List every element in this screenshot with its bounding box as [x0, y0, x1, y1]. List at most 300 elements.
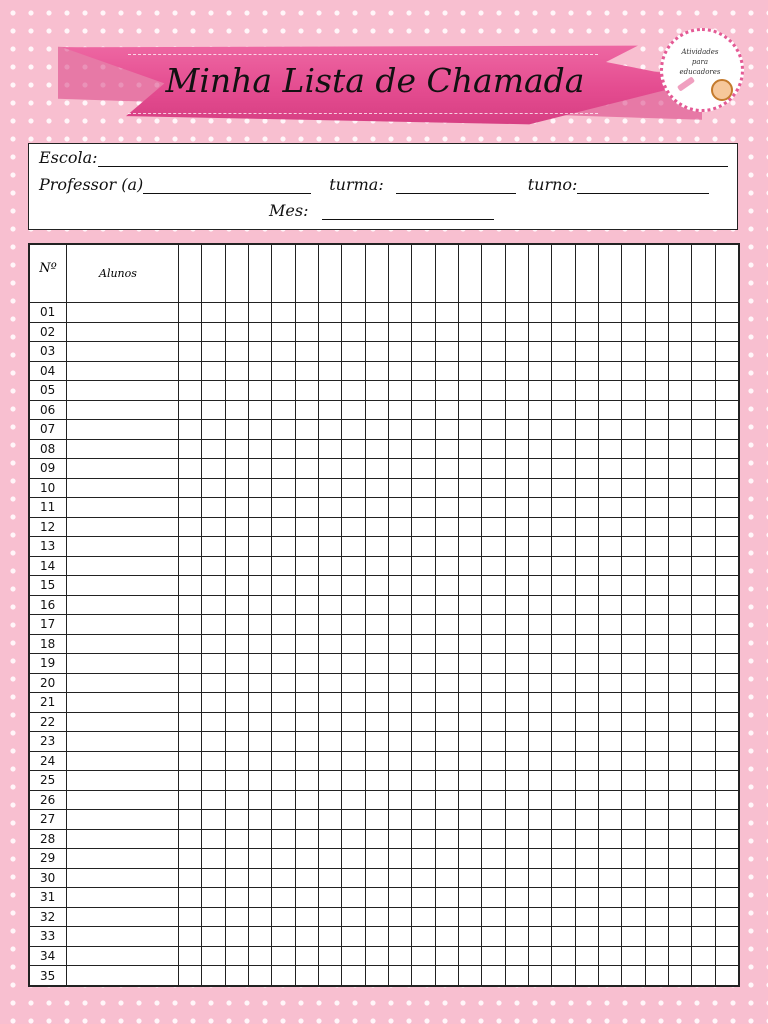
attendance-cell[interactable]	[598, 810, 621, 830]
attendance-cell[interactable]	[715, 654, 738, 674]
attendance-cell[interactable]	[668, 342, 691, 362]
attendance-cell[interactable]	[318, 361, 341, 381]
student-name-cell[interactable]	[67, 693, 179, 713]
attendance-cell[interactable]	[598, 634, 621, 654]
attendance-cell[interactable]	[342, 712, 365, 732]
attendance-cell[interactable]	[318, 693, 341, 713]
attendance-cell[interactable]	[388, 907, 411, 927]
attendance-cell[interactable]	[388, 790, 411, 810]
attendance-cell[interactable]	[552, 439, 575, 459]
attendance-cell[interactable]	[388, 595, 411, 615]
attendance-cell[interactable]	[435, 537, 458, 557]
attendance-cell[interactable]	[435, 810, 458, 830]
attendance-cell[interactable]	[412, 459, 435, 479]
attendance-cell[interactable]	[272, 868, 295, 888]
attendance-cell[interactable]	[482, 654, 505, 674]
attendance-cell[interactable]	[622, 615, 645, 635]
attendance-cell[interactable]	[202, 420, 225, 440]
student-name-cell[interactable]	[67, 732, 179, 752]
attendance-cell[interactable]	[692, 712, 715, 732]
attendance-cell[interactable]	[598, 751, 621, 771]
attendance-cell[interactable]	[645, 790, 668, 810]
attendance-cell[interactable]	[365, 849, 388, 869]
attendance-cell[interactable]	[272, 303, 295, 323]
attendance-cell[interactable]	[458, 576, 481, 596]
attendance-cell[interactable]	[412, 342, 435, 362]
attendance-cell[interactable]	[528, 615, 551, 635]
attendance-cell[interactable]	[342, 927, 365, 947]
attendance-cell[interactable]	[715, 790, 738, 810]
attendance-cell[interactable]	[365, 303, 388, 323]
attendance-cell[interactable]	[179, 576, 202, 596]
attendance-cell[interactable]	[505, 790, 528, 810]
attendance-cell[interactable]	[388, 498, 411, 518]
attendance-cell[interactable]	[248, 693, 271, 713]
attendance-cell[interactable]	[458, 888, 481, 908]
attendance-cell[interactable]	[202, 673, 225, 693]
attendance-cell[interactable]	[365, 888, 388, 908]
attendance-cell[interactable]	[575, 439, 598, 459]
attendance-cell[interactable]	[552, 420, 575, 440]
attendance-cell[interactable]	[435, 517, 458, 537]
attendance-cell[interactable]	[295, 946, 318, 966]
attendance-cell[interactable]	[528, 673, 551, 693]
attendance-cell[interactable]	[528, 439, 551, 459]
attendance-cell[interactable]	[342, 556, 365, 576]
attendance-cell[interactable]	[575, 498, 598, 518]
attendance-cell[interactable]	[248, 556, 271, 576]
attendance-cell[interactable]	[318, 810, 341, 830]
attendance-cell[interactable]	[715, 966, 738, 986]
attendance-cell[interactable]	[622, 907, 645, 927]
attendance-cell[interactable]	[318, 888, 341, 908]
attendance-cell[interactable]	[575, 751, 598, 771]
attendance-cell[interactable]	[645, 615, 668, 635]
attendance-cell[interactable]	[668, 322, 691, 342]
attendance-cell[interactable]	[692, 673, 715, 693]
attendance-cell[interactable]	[645, 751, 668, 771]
attendance-cell[interactable]	[645, 381, 668, 401]
attendance-cell[interactable]	[622, 927, 645, 947]
attendance-cell[interactable]	[668, 576, 691, 596]
attendance-cell[interactable]	[248, 907, 271, 927]
student-name-cell[interactable]	[67, 771, 179, 791]
attendance-cell[interactable]	[575, 810, 598, 830]
attendance-cell[interactable]	[365, 751, 388, 771]
attendance-cell[interactable]	[552, 907, 575, 927]
attendance-cell[interactable]	[225, 517, 248, 537]
attendance-cell[interactable]	[318, 303, 341, 323]
attendance-cell[interactable]	[318, 381, 341, 401]
attendance-cell[interactable]	[202, 849, 225, 869]
attendance-cell[interactable]	[365, 537, 388, 557]
attendance-cell[interactable]	[668, 829, 691, 849]
attendance-cell[interactable]	[575, 517, 598, 537]
attendance-cell[interactable]	[715, 361, 738, 381]
attendance-cell[interactable]	[388, 420, 411, 440]
attendance-cell[interactable]	[482, 946, 505, 966]
attendance-cell[interactable]	[435, 829, 458, 849]
attendance-cell[interactable]	[272, 751, 295, 771]
attendance-cell[interactable]	[458, 849, 481, 869]
attendance-cell[interactable]	[528, 361, 551, 381]
attendance-cell[interactable]	[645, 771, 668, 791]
attendance-cell[interactable]	[645, 927, 668, 947]
attendance-cell[interactable]	[412, 771, 435, 791]
attendance-cell[interactable]	[342, 303, 365, 323]
attendance-cell[interactable]	[318, 790, 341, 810]
attendance-cell[interactable]	[505, 810, 528, 830]
attendance-cell[interactable]	[318, 459, 341, 479]
attendance-cell[interactable]	[295, 790, 318, 810]
attendance-cell[interactable]	[668, 634, 691, 654]
attendance-cell[interactable]	[248, 966, 271, 986]
attendance-cell[interactable]	[412, 420, 435, 440]
attendance-cell[interactable]	[179, 693, 202, 713]
attendance-cell[interactable]	[295, 654, 318, 674]
attendance-cell[interactable]	[575, 654, 598, 674]
attendance-cell[interactable]	[458, 459, 481, 479]
attendance-cell[interactable]	[552, 654, 575, 674]
attendance-cell[interactable]	[412, 576, 435, 596]
attendance-cell[interactable]	[412, 654, 435, 674]
attendance-cell[interactable]	[295, 420, 318, 440]
attendance-cell[interactable]	[505, 537, 528, 557]
attendance-cell[interactable]	[598, 420, 621, 440]
attendance-cell[interactable]	[482, 537, 505, 557]
attendance-cell[interactable]	[505, 907, 528, 927]
attendance-cell[interactable]	[528, 420, 551, 440]
attendance-cell[interactable]	[412, 400, 435, 420]
attendance-cell[interactable]	[295, 361, 318, 381]
attendance-cell[interactable]	[528, 478, 551, 498]
attendance-cell[interactable]	[645, 693, 668, 713]
attendance-cell[interactable]	[715, 400, 738, 420]
student-name-cell[interactable]	[67, 303, 179, 323]
attendance-cell[interactable]	[645, 966, 668, 986]
attendance-cell[interactable]	[528, 829, 551, 849]
attendance-cell[interactable]	[668, 381, 691, 401]
attendance-cell[interactable]	[272, 654, 295, 674]
attendance-cell[interactable]	[668, 478, 691, 498]
attendance-cell[interactable]	[412, 888, 435, 908]
attendance-cell[interactable]	[598, 576, 621, 596]
attendance-cell[interactable]	[482, 498, 505, 518]
attendance-cell[interactable]	[179, 790, 202, 810]
attendance-cell[interactable]	[272, 615, 295, 635]
attendance-cell[interactable]	[295, 849, 318, 869]
attendance-cell[interactable]	[248, 498, 271, 518]
attendance-cell[interactable]	[622, 751, 645, 771]
attendance-cell[interactable]	[505, 888, 528, 908]
attendance-cell[interactable]	[692, 498, 715, 518]
attendance-cell[interactable]	[202, 439, 225, 459]
student-name-cell[interactable]	[67, 673, 179, 693]
attendance-cell[interactable]	[272, 693, 295, 713]
attendance-cell[interactable]	[179, 342, 202, 362]
attendance-cell[interactable]	[552, 829, 575, 849]
attendance-cell[interactable]	[342, 537, 365, 557]
attendance-cell[interactable]	[318, 946, 341, 966]
attendance-cell[interactable]	[388, 732, 411, 752]
attendance-cell[interactable]	[528, 946, 551, 966]
attendance-cell[interactable]	[528, 576, 551, 596]
attendance-cell[interactable]	[482, 888, 505, 908]
attendance-cell[interactable]	[598, 673, 621, 693]
attendance-cell[interactable]	[248, 946, 271, 966]
attendance-cell[interactable]	[528, 595, 551, 615]
attendance-cell[interactable]	[435, 303, 458, 323]
attendance-cell[interactable]	[435, 927, 458, 947]
attendance-cell[interactable]	[388, 712, 411, 732]
attendance-cell[interactable]	[598, 790, 621, 810]
attendance-cell[interactable]	[528, 459, 551, 479]
attendance-cell[interactable]	[575, 303, 598, 323]
attendance-cell[interactable]	[365, 498, 388, 518]
attendance-cell[interactable]	[552, 381, 575, 401]
attendance-cell[interactable]	[505, 751, 528, 771]
attendance-cell[interactable]	[668, 673, 691, 693]
attendance-cell[interactable]	[505, 868, 528, 888]
attendance-cell[interactable]	[505, 634, 528, 654]
attendance-cell[interactable]	[412, 712, 435, 732]
attendance-cell[interactable]	[272, 459, 295, 479]
student-name-cell[interactable]	[67, 342, 179, 362]
attendance-cell[interactable]	[272, 888, 295, 908]
attendance-cell[interactable]	[248, 595, 271, 615]
attendance-cell[interactable]	[179, 537, 202, 557]
attendance-cell[interactable]	[505, 927, 528, 947]
attendance-cell[interactable]	[295, 907, 318, 927]
attendance-cell[interactable]	[598, 478, 621, 498]
attendance-cell[interactable]	[179, 400, 202, 420]
attendance-cell[interactable]	[668, 400, 691, 420]
attendance-cell[interactable]	[179, 303, 202, 323]
student-name-cell[interactable]	[67, 751, 179, 771]
attendance-cell[interactable]	[715, 615, 738, 635]
attendance-cell[interactable]	[272, 771, 295, 791]
attendance-cell[interactable]	[668, 615, 691, 635]
attendance-cell[interactable]	[225, 595, 248, 615]
attendance-cell[interactable]	[482, 478, 505, 498]
attendance-cell[interactable]	[412, 927, 435, 947]
attendance-cell[interactable]	[342, 439, 365, 459]
attendance-cell[interactable]	[342, 829, 365, 849]
attendance-cell[interactable]	[528, 888, 551, 908]
attendance-cell[interactable]	[458, 322, 481, 342]
attendance-cell[interactable]	[645, 459, 668, 479]
attendance-cell[interactable]	[318, 829, 341, 849]
attendance-cell[interactable]	[388, 810, 411, 830]
student-name-cell[interactable]	[67, 576, 179, 596]
attendance-cell[interactable]	[552, 810, 575, 830]
attendance-cell[interactable]	[622, 322, 645, 342]
attendance-cell[interactable]	[645, 654, 668, 674]
attendance-cell[interactable]	[388, 829, 411, 849]
attendance-cell[interactable]	[272, 907, 295, 927]
attendance-cell[interactable]	[202, 303, 225, 323]
attendance-cell[interactable]	[482, 576, 505, 596]
attendance-cell[interactable]	[622, 868, 645, 888]
attendance-cell[interactable]	[715, 771, 738, 791]
attendance-cell[interactable]	[598, 595, 621, 615]
attendance-cell[interactable]	[202, 381, 225, 401]
attendance-cell[interactable]	[225, 615, 248, 635]
attendance-cell[interactable]	[388, 400, 411, 420]
attendance-cell[interactable]	[715, 498, 738, 518]
attendance-cell[interactable]	[482, 849, 505, 869]
attendance-cell[interactable]	[225, 927, 248, 947]
attendance-cell[interactable]	[645, 556, 668, 576]
attendance-cell[interactable]	[248, 303, 271, 323]
attendance-cell[interactable]	[388, 634, 411, 654]
attendance-cell[interactable]	[622, 888, 645, 908]
attendance-cell[interactable]	[179, 556, 202, 576]
attendance-cell[interactable]	[435, 400, 458, 420]
attendance-cell[interactable]	[225, 946, 248, 966]
attendance-cell[interactable]	[435, 595, 458, 615]
attendance-cell[interactable]	[528, 907, 551, 927]
attendance-cell[interactable]	[598, 517, 621, 537]
attendance-cell[interactable]	[715, 381, 738, 401]
attendance-cell[interactable]	[365, 361, 388, 381]
attendance-cell[interactable]	[248, 888, 271, 908]
attendance-cell[interactable]	[598, 498, 621, 518]
attendance-cell[interactable]	[692, 868, 715, 888]
attendance-cell[interactable]	[528, 381, 551, 401]
attendance-cell[interactable]	[668, 771, 691, 791]
attendance-cell[interactable]	[202, 654, 225, 674]
attendance-cell[interactable]	[458, 615, 481, 635]
attendance-cell[interactable]	[622, 303, 645, 323]
attendance-cell[interactable]	[412, 966, 435, 986]
attendance-cell[interactable]	[412, 810, 435, 830]
attendance-cell[interactable]	[318, 576, 341, 596]
attendance-cell[interactable]	[598, 303, 621, 323]
student-name-cell[interactable]	[67, 849, 179, 869]
attendance-cell[interactable]	[365, 927, 388, 947]
attendance-cell[interactable]	[248, 478, 271, 498]
attendance-cell[interactable]	[272, 517, 295, 537]
attendance-cell[interactable]	[365, 712, 388, 732]
attendance-cell[interactable]	[692, 927, 715, 947]
attendance-cell[interactable]	[295, 868, 318, 888]
attendance-cell[interactable]	[225, 322, 248, 342]
attendance-cell[interactable]	[575, 732, 598, 752]
attendance-cell[interactable]	[295, 732, 318, 752]
attendance-cell[interactable]	[272, 556, 295, 576]
attendance-cell[interactable]	[645, 868, 668, 888]
attendance-cell[interactable]	[272, 634, 295, 654]
attendance-cell[interactable]	[482, 810, 505, 830]
attendance-cell[interactable]	[435, 478, 458, 498]
attendance-cell[interactable]	[505, 361, 528, 381]
attendance-cell[interactable]	[668, 966, 691, 986]
attendance-cell[interactable]	[179, 634, 202, 654]
attendance-cell[interactable]	[622, 790, 645, 810]
attendance-cell[interactable]	[458, 400, 481, 420]
attendance-cell[interactable]	[435, 907, 458, 927]
attendance-cell[interactable]	[552, 790, 575, 810]
attendance-cell[interactable]	[295, 810, 318, 830]
attendance-cell[interactable]	[692, 888, 715, 908]
attendance-cell[interactable]	[458, 654, 481, 674]
attendance-cell[interactable]	[505, 517, 528, 537]
attendance-cell[interactable]	[202, 810, 225, 830]
attendance-cell[interactable]	[388, 342, 411, 362]
attendance-cell[interactable]	[598, 400, 621, 420]
attendance-cell[interactable]	[668, 790, 691, 810]
student-name-cell[interactable]	[67, 810, 179, 830]
attendance-cell[interactable]	[458, 439, 481, 459]
attendance-cell[interactable]	[715, 712, 738, 732]
attendance-cell[interactable]	[365, 810, 388, 830]
attendance-cell[interactable]	[202, 342, 225, 362]
attendance-cell[interactable]	[598, 946, 621, 966]
attendance-cell[interactable]	[505, 439, 528, 459]
attendance-cell[interactable]	[318, 673, 341, 693]
attendance-cell[interactable]	[598, 342, 621, 362]
attendance-cell[interactable]	[248, 537, 271, 557]
student-name-cell[interactable]	[67, 439, 179, 459]
attendance-cell[interactable]	[202, 946, 225, 966]
attendance-cell[interactable]	[575, 829, 598, 849]
attendance-cell[interactable]	[388, 537, 411, 557]
attendance-cell[interactable]	[505, 322, 528, 342]
attendance-cell[interactable]	[598, 907, 621, 927]
attendance-cell[interactable]	[225, 829, 248, 849]
attendance-cell[interactable]	[202, 478, 225, 498]
attendance-cell[interactable]	[622, 693, 645, 713]
attendance-cell[interactable]	[715, 927, 738, 947]
attendance-cell[interactable]	[342, 361, 365, 381]
attendance-cell[interactable]	[668, 946, 691, 966]
attendance-cell[interactable]	[272, 537, 295, 557]
attendance-cell[interactable]	[598, 615, 621, 635]
attendance-cell[interactable]	[272, 381, 295, 401]
attendance-cell[interactable]	[715, 537, 738, 557]
attendance-cell[interactable]	[622, 576, 645, 596]
attendance-cell[interactable]	[482, 693, 505, 713]
attendance-cell[interactable]	[388, 771, 411, 791]
attendance-cell[interactable]	[482, 615, 505, 635]
attendance-cell[interactable]	[435, 439, 458, 459]
attendance-cell[interactable]	[692, 693, 715, 713]
attendance-cell[interactable]	[225, 868, 248, 888]
attendance-cell[interactable]	[668, 498, 691, 518]
attendance-cell[interactable]	[202, 712, 225, 732]
attendance-cell[interactable]	[482, 381, 505, 401]
attendance-cell[interactable]	[482, 595, 505, 615]
attendance-cell[interactable]	[482, 927, 505, 947]
attendance-cell[interactable]	[202, 751, 225, 771]
attendance-cell[interactable]	[575, 634, 598, 654]
attendance-cell[interactable]	[715, 517, 738, 537]
attendance-cell[interactable]	[622, 654, 645, 674]
attendance-cell[interactable]	[622, 361, 645, 381]
attendance-cell[interactable]	[645, 361, 668, 381]
attendance-cell[interactable]	[645, 946, 668, 966]
attendance-cell[interactable]	[552, 517, 575, 537]
attendance-cell[interactable]	[715, 420, 738, 440]
attendance-cell[interactable]	[575, 946, 598, 966]
attendance-cell[interactable]	[458, 556, 481, 576]
attendance-cell[interactable]	[202, 459, 225, 479]
attendance-cell[interactable]	[528, 498, 551, 518]
attendance-cell[interactable]	[482, 673, 505, 693]
attendance-cell[interactable]	[598, 849, 621, 869]
attendance-cell[interactable]	[295, 966, 318, 986]
